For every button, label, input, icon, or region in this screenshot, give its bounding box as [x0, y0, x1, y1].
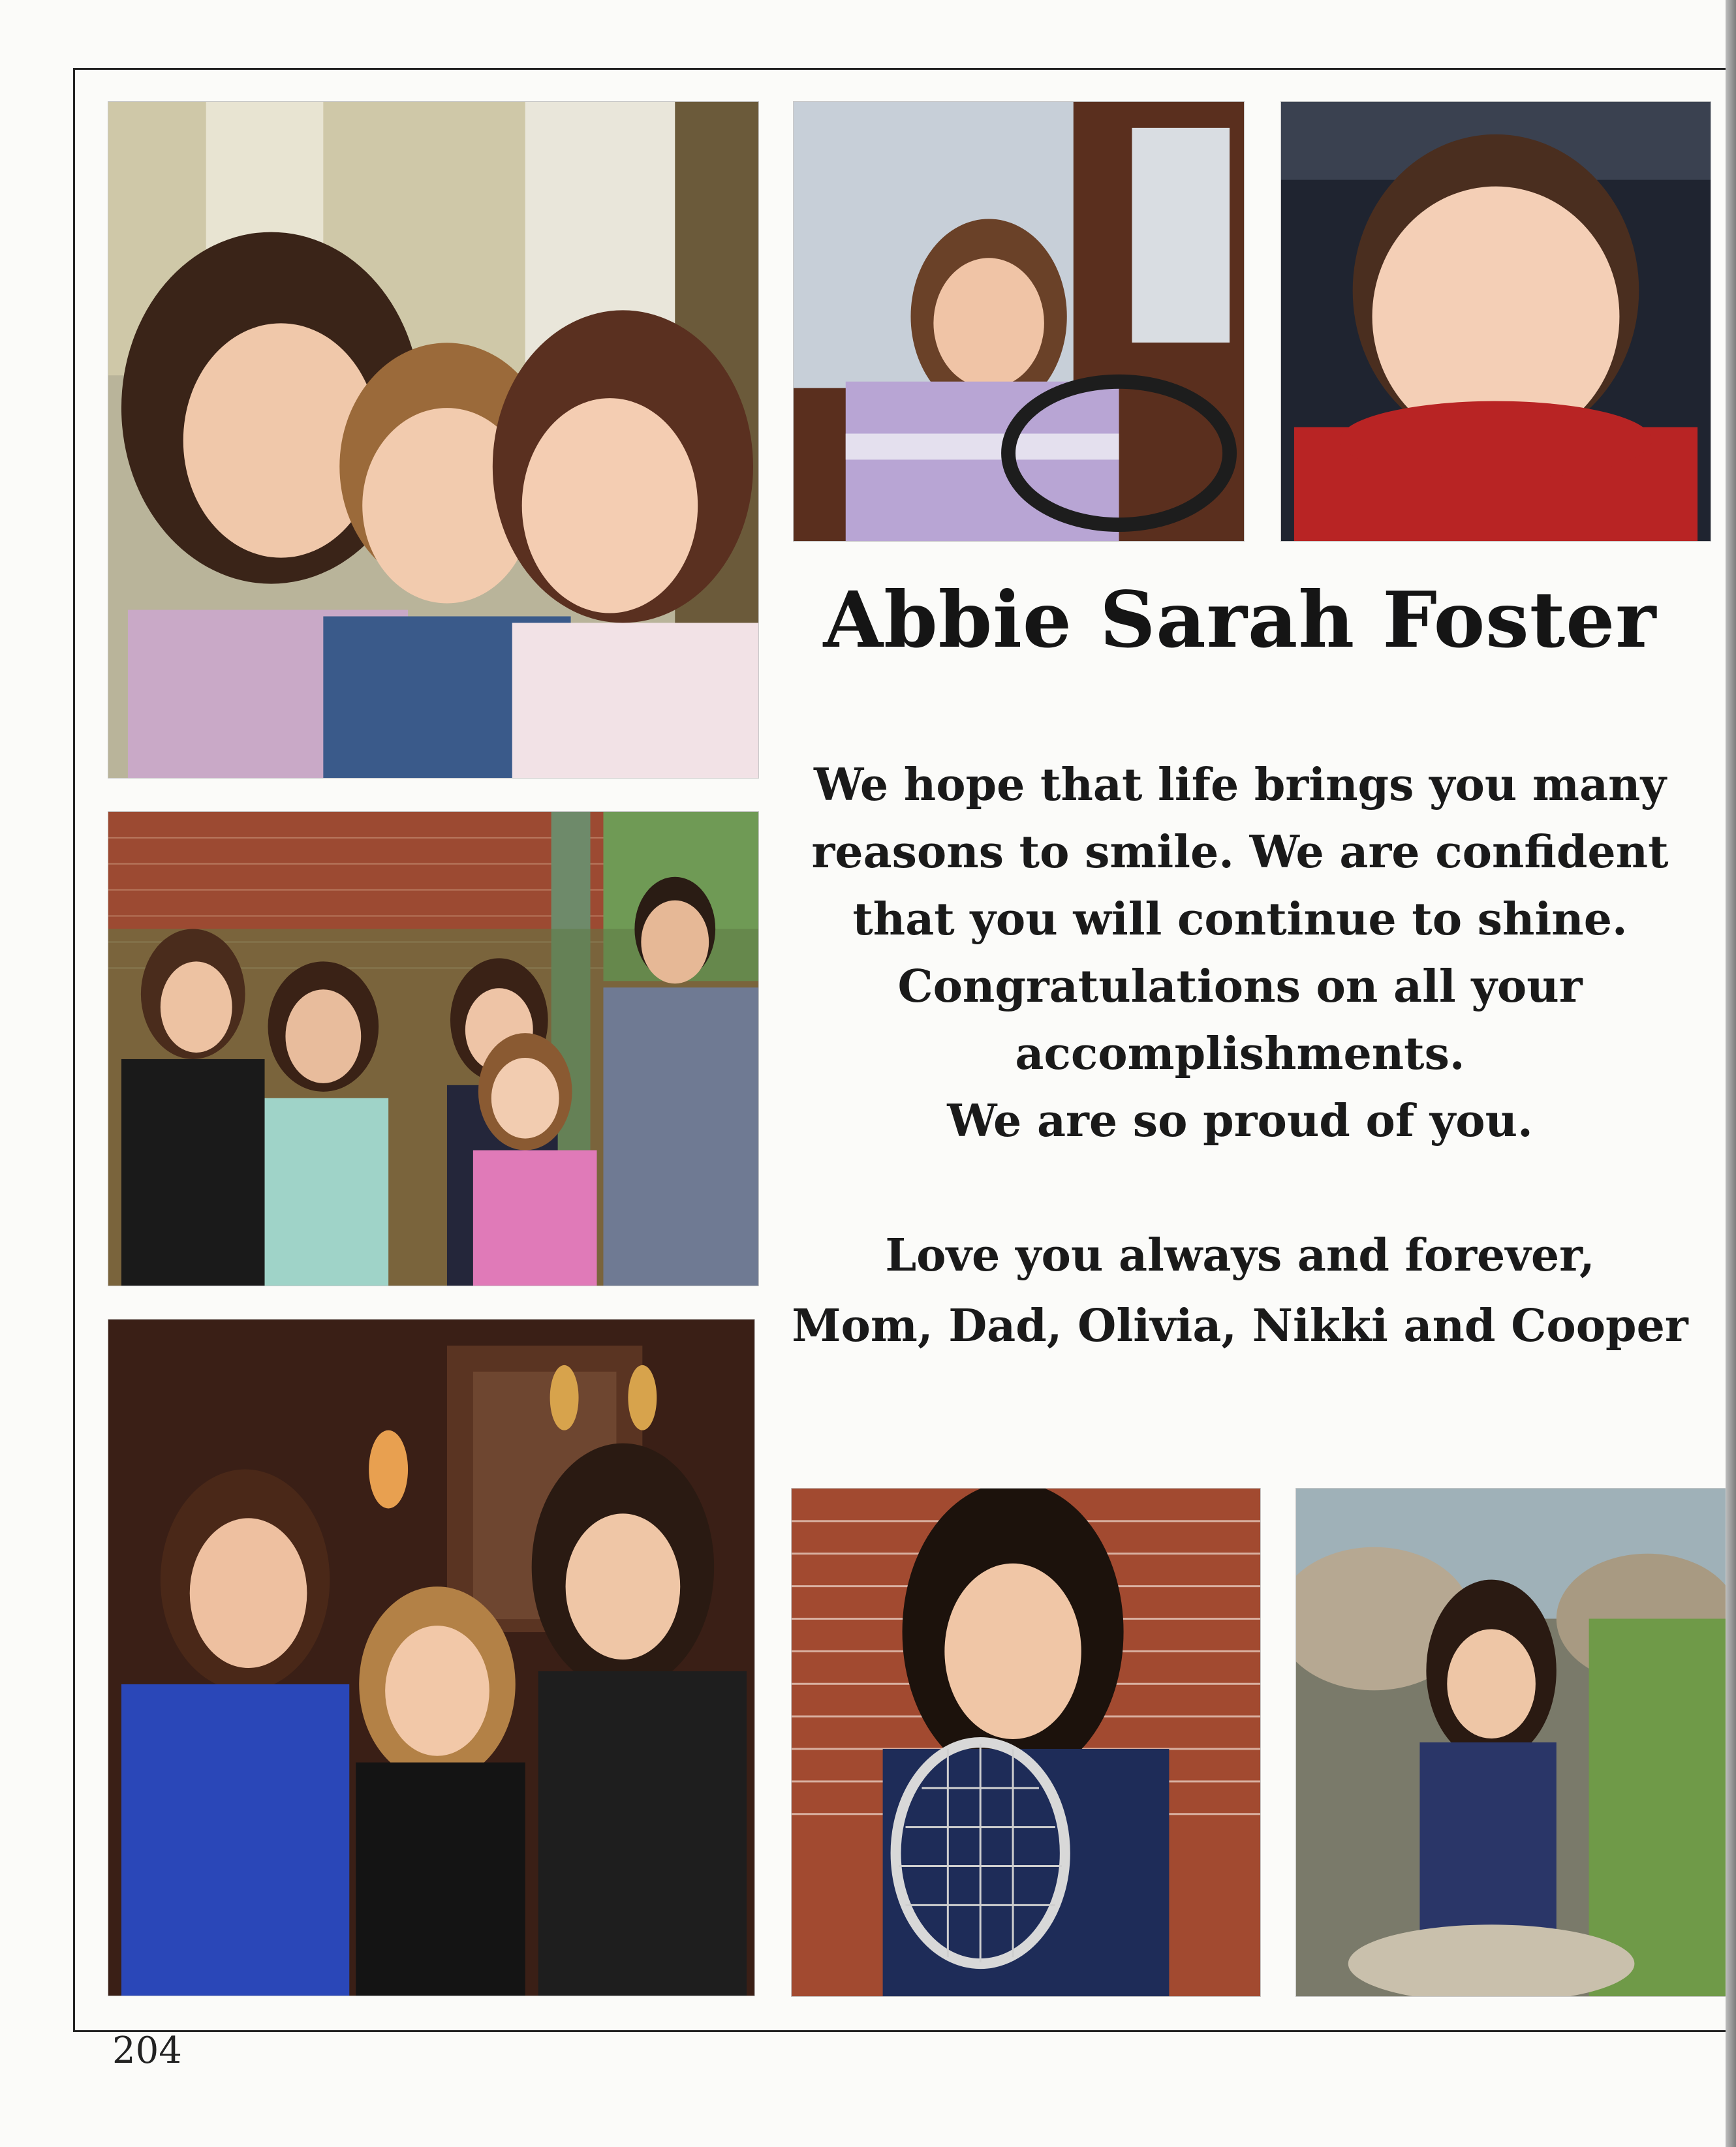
- signoff-line: Mom, Dad, Olivia, Nikki and Cooper: [792, 1300, 1688, 1352]
- message-line: that you will continue to shine.: [852, 893, 1628, 946]
- photo-girl-driving: [793, 101, 1245, 542]
- signoff-line: Love you always and forever,: [885, 1229, 1595, 1282]
- message-line: Congratulations on all your: [897, 961, 1583, 1013]
- photo-three-young-girls: [108, 101, 759, 779]
- photo-baby-smiling: [1280, 101, 1711, 542]
- signoff-block: [783, 1220, 1697, 1361]
- photo-tennis-racket: [791, 1488, 1261, 1997]
- message-line: accomplishments.: [1015, 1028, 1465, 1080]
- page-title: Abbie Sarah Foster: [823, 574, 1657, 665]
- page-binding-edge: [1726, 0, 1736, 2147]
- photo-family-brick-wall: [108, 811, 759, 1286]
- photo-three-sisters: [108, 1319, 755, 1996]
- message-line: We are so proud of you.: [947, 1095, 1533, 1147]
- message-line: reasons to smile. We are confident: [811, 826, 1669, 878]
- message-block: [783, 752, 1697, 1155]
- message-line: We hope that life brings you many: [814, 759, 1666, 811]
- page-number: 204: [112, 2030, 182, 2072]
- photo-seated-outdoors: [1295, 1488, 1726, 1997]
